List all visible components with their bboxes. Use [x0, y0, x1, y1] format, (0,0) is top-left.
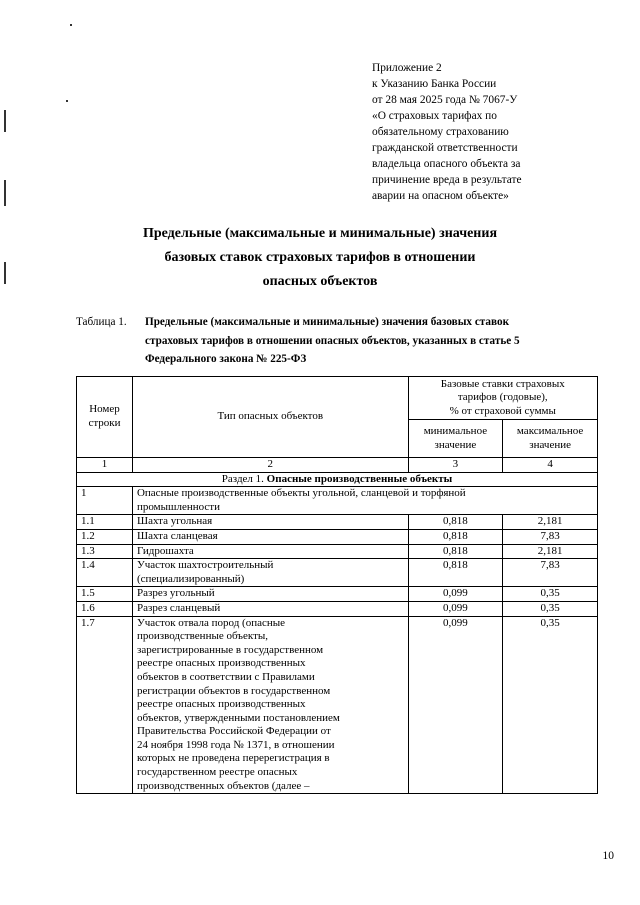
row-description — [132, 601, 408, 616]
row-description — [132, 515, 408, 530]
min-value: 0,818 — [408, 515, 503, 530]
description-line: Разрез угольный — [136, 587, 215, 600]
header-text: значение — [529, 438, 571, 451]
header-text: Базовые ставки страховых — [440, 377, 565, 390]
header-rates — [408, 377, 597, 420]
row-description — [132, 559, 408, 587]
table-row — [77, 587, 598, 602]
table-row — [77, 529, 598, 544]
max-value: 2,181 — [503, 515, 598, 530]
header-text: строки — [88, 417, 121, 429]
row-description — [132, 487, 597, 515]
description-line: Участок отвала пород (опасные — [136, 616, 286, 629]
column-number-row — [77, 458, 598, 473]
table-row — [77, 601, 598, 616]
row-description — [132, 616, 408, 794]
description-line: 24 ноября 1998 года № 1371, в отношении — [136, 738, 335, 751]
scan-mark — [4, 262, 6, 284]
appendix-header — [372, 60, 602, 204]
description-line: объектов в соответствии с Правилами — [136, 670, 315, 683]
description-line: Правительства Российской Федерации от — [136, 725, 331, 738]
row-description — [132, 529, 408, 544]
description-line: Гидрошахта — [136, 544, 194, 557]
row-description — [132, 587, 408, 602]
table-row — [77, 616, 598, 794]
appendix-line: «О страховых тарифах по — [372, 110, 497, 122]
appendix-line: к Указанию Банка России — [372, 78, 497, 90]
header-row — [77, 377, 598, 420]
min-value: 0,099 — [408, 601, 503, 616]
description-line: объектов, утвержденными постановлением — [136, 711, 340, 724]
description-line: Шахта сланцевая — [136, 529, 218, 542]
column-number: 3 — [408, 458, 503, 473]
description-line: регистрации объектов в государственном — [136, 684, 331, 697]
table-row — [77, 515, 598, 530]
max-value: 7,83 — [503, 529, 598, 544]
row-number: 1.1 — [77, 515, 133, 530]
row-number: 1.7 — [77, 616, 133, 794]
max-value: 2,181 — [503, 544, 598, 559]
row-number: 1.6 — [77, 601, 133, 616]
caption-line: Предельные (максимальные и минимальные) значения базовых ставок — [145, 316, 510, 328]
description-line: Разрез сланцевый — [136, 601, 221, 614]
page-number: 10 — [602, 850, 614, 862]
row-number: 1 — [77, 487, 133, 515]
header-text: тарифов (годовые), — [457, 391, 548, 404]
table-row — [77, 559, 598, 587]
scan-mark — [70, 24, 72, 26]
min-value: 0,099 — [408, 587, 503, 602]
section-title: Опасные производственные объекты — [266, 472, 453, 485]
description-line: Участок шахтостроительный — [136, 559, 274, 572]
section-row — [77, 472, 598, 487]
column-number: 1 — [77, 458, 133, 473]
header-row-number — [77, 377, 133, 458]
appendix-line: от 28 мая 2025 года № 7067-У — [372, 94, 518, 106]
description-line: которых не проведена перерегистрация в — [136, 752, 330, 765]
max-value: 0,35 — [503, 601, 598, 616]
table-caption-text — [145, 313, 596, 369]
header-text: % от страховой суммы — [449, 404, 556, 417]
caption-line: Федерального закона № 225-ФЗ — [145, 353, 307, 365]
description-line: реестре опасных производственных — [136, 657, 306, 670]
table-row — [77, 544, 598, 559]
appendix-line: аварии на опасном объекте» — [372, 190, 509, 202]
row-number: 1.3 — [77, 544, 133, 559]
section-prefix: Раздел 1. — [221, 472, 264, 485]
min-value: 0,818 — [408, 559, 503, 587]
column-number: 4 — [503, 458, 598, 473]
scan-mark — [66, 100, 68, 102]
description-line: реестре опасных производственных — [136, 698, 306, 711]
max-value: 7,83 — [503, 559, 598, 587]
description-line: производственные объекты, — [136, 630, 269, 643]
description-line: производственных объектов (далее – — [136, 779, 310, 792]
description-line: промышленности — [136, 500, 220, 513]
description-line: государственном реестре опасных — [136, 766, 298, 779]
header-text: максимальное — [516, 424, 584, 437]
column-number: 2 — [132, 458, 408, 473]
row-number: 1.4 — [77, 559, 133, 587]
description-line: (специализированный) — [136, 572, 245, 585]
tariff-table — [76, 376, 598, 794]
min-value: 0,818 — [408, 544, 503, 559]
description-line: зарегистрированные в государственном — [136, 643, 324, 656]
appendix-line: обязательному страхованию — [372, 126, 509, 138]
header-object-type: Тип опасных объектов — [132, 377, 408, 458]
caption-line: страховых тарифов в отношении опасных объектов, указанных в статье 5 — [145, 334, 520, 347]
appendix-line: владельца опасного объекта за — [372, 158, 521, 170]
title-line: Предельные (максимальные и минимальные) значения — [142, 226, 498, 241]
scan-mark — [4, 180, 6, 206]
description-line: Шахта угольная — [136, 515, 213, 528]
appendix-line: причинение вреда в результате — [372, 174, 522, 186]
row-number: 1.2 — [77, 529, 133, 544]
min-value: 0,818 — [408, 529, 503, 544]
min-value: 0,099 — [408, 616, 503, 794]
title-line: опасных объектов — [262, 274, 378, 289]
appendix-line: гражданской ответственности — [372, 142, 518, 154]
section-heading — [77, 472, 598, 487]
document-title — [60, 222, 580, 294]
header-text: значение — [434, 438, 477, 451]
max-value: 0,35 — [503, 587, 598, 602]
header-text: минимальное — [423, 424, 488, 437]
header-max — [503, 420, 598, 458]
description-line: Опасные производственные объекты угольной, сланцевой и торфяной — [136, 487, 466, 500]
row-number: 1.5 — [77, 587, 133, 602]
header-text: Номер — [89, 403, 120, 416]
max-value: 0,35 — [503, 616, 598, 794]
title-line: базовых ставок страховых тарифов в отношении — [164, 250, 476, 265]
table-label: Таблица 1. — [76, 316, 127, 328]
header-min — [408, 420, 503, 458]
row-description — [132, 544, 408, 559]
table-row — [77, 487, 598, 515]
scan-mark — [4, 110, 6, 132]
appendix-line: Приложение 2 — [372, 62, 442, 74]
